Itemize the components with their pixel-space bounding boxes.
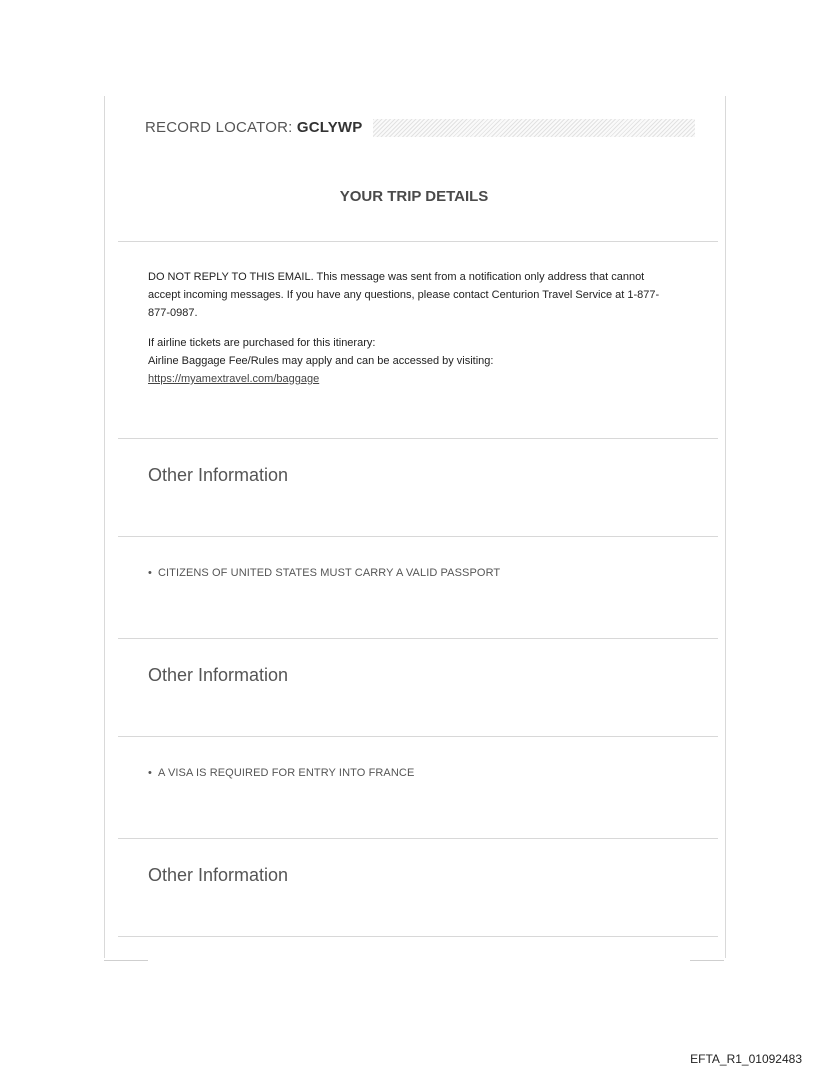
do-not-reply-notice: DO NOT REPLY TO THIS EMAIL. This message was sent from a notification only address that cannot accept incoming messages. If you have any questions, please contact Centurion Travel Service at 1-877-877-0987. — [148, 271, 660, 319]
section-heading-other-information: Other Information — [148, 865, 289, 885]
list-item — [148, 767, 414, 779]
record-locator-code: GCLYWP — [296, 119, 363, 136]
card-bottom-right-rule — [690, 960, 724, 961]
section-heading-other-information: Other Information — [148, 665, 289, 685]
visa-requirement: A VISA IS REQUIRED FOR ENTRY INTO FRANCE — [157, 767, 415, 779]
divider — [118, 838, 718, 839]
divider — [118, 536, 718, 537]
section-heading-other-information: Other Information — [148, 465, 289, 485]
card-bottom-left-rule — [104, 960, 148, 961]
bullet-icon: • — [148, 567, 152, 579]
record-locator-label: RECORD LOCATOR: — [145, 119, 297, 136]
airline-tickets-note: If airline tickets are purchased for this itinerary: — [148, 337, 376, 349]
divider — [118, 241, 718, 242]
notice-block — [148, 268, 678, 388]
record-locator — [145, 118, 695, 138]
baggage-link[interactable]: https://myamextravel.com/baggage — [148, 373, 320, 385]
document-id: EFTA_R1_01092483 — [690, 1052, 802, 1066]
bullet-icon: • — [148, 767, 152, 779]
passport-requirement: CITIZENS OF UNITED STATES MUST CARRY A VALID PASSPORT — [157, 567, 501, 579]
baggage-fee-note: Airline Baggage Fee/Rules may apply and can be accessed by visiting: — [148, 355, 494, 367]
list-item — [148, 567, 500, 579]
trip-details-title: YOUR TRIP DETAILS — [339, 188, 489, 205]
divider — [118, 936, 718, 937]
itinerary-card — [104, 96, 726, 958]
divider — [118, 638, 718, 639]
divider — [118, 736, 718, 737]
locator-hatch-band — [373, 119, 695, 137]
divider — [118, 438, 718, 439]
